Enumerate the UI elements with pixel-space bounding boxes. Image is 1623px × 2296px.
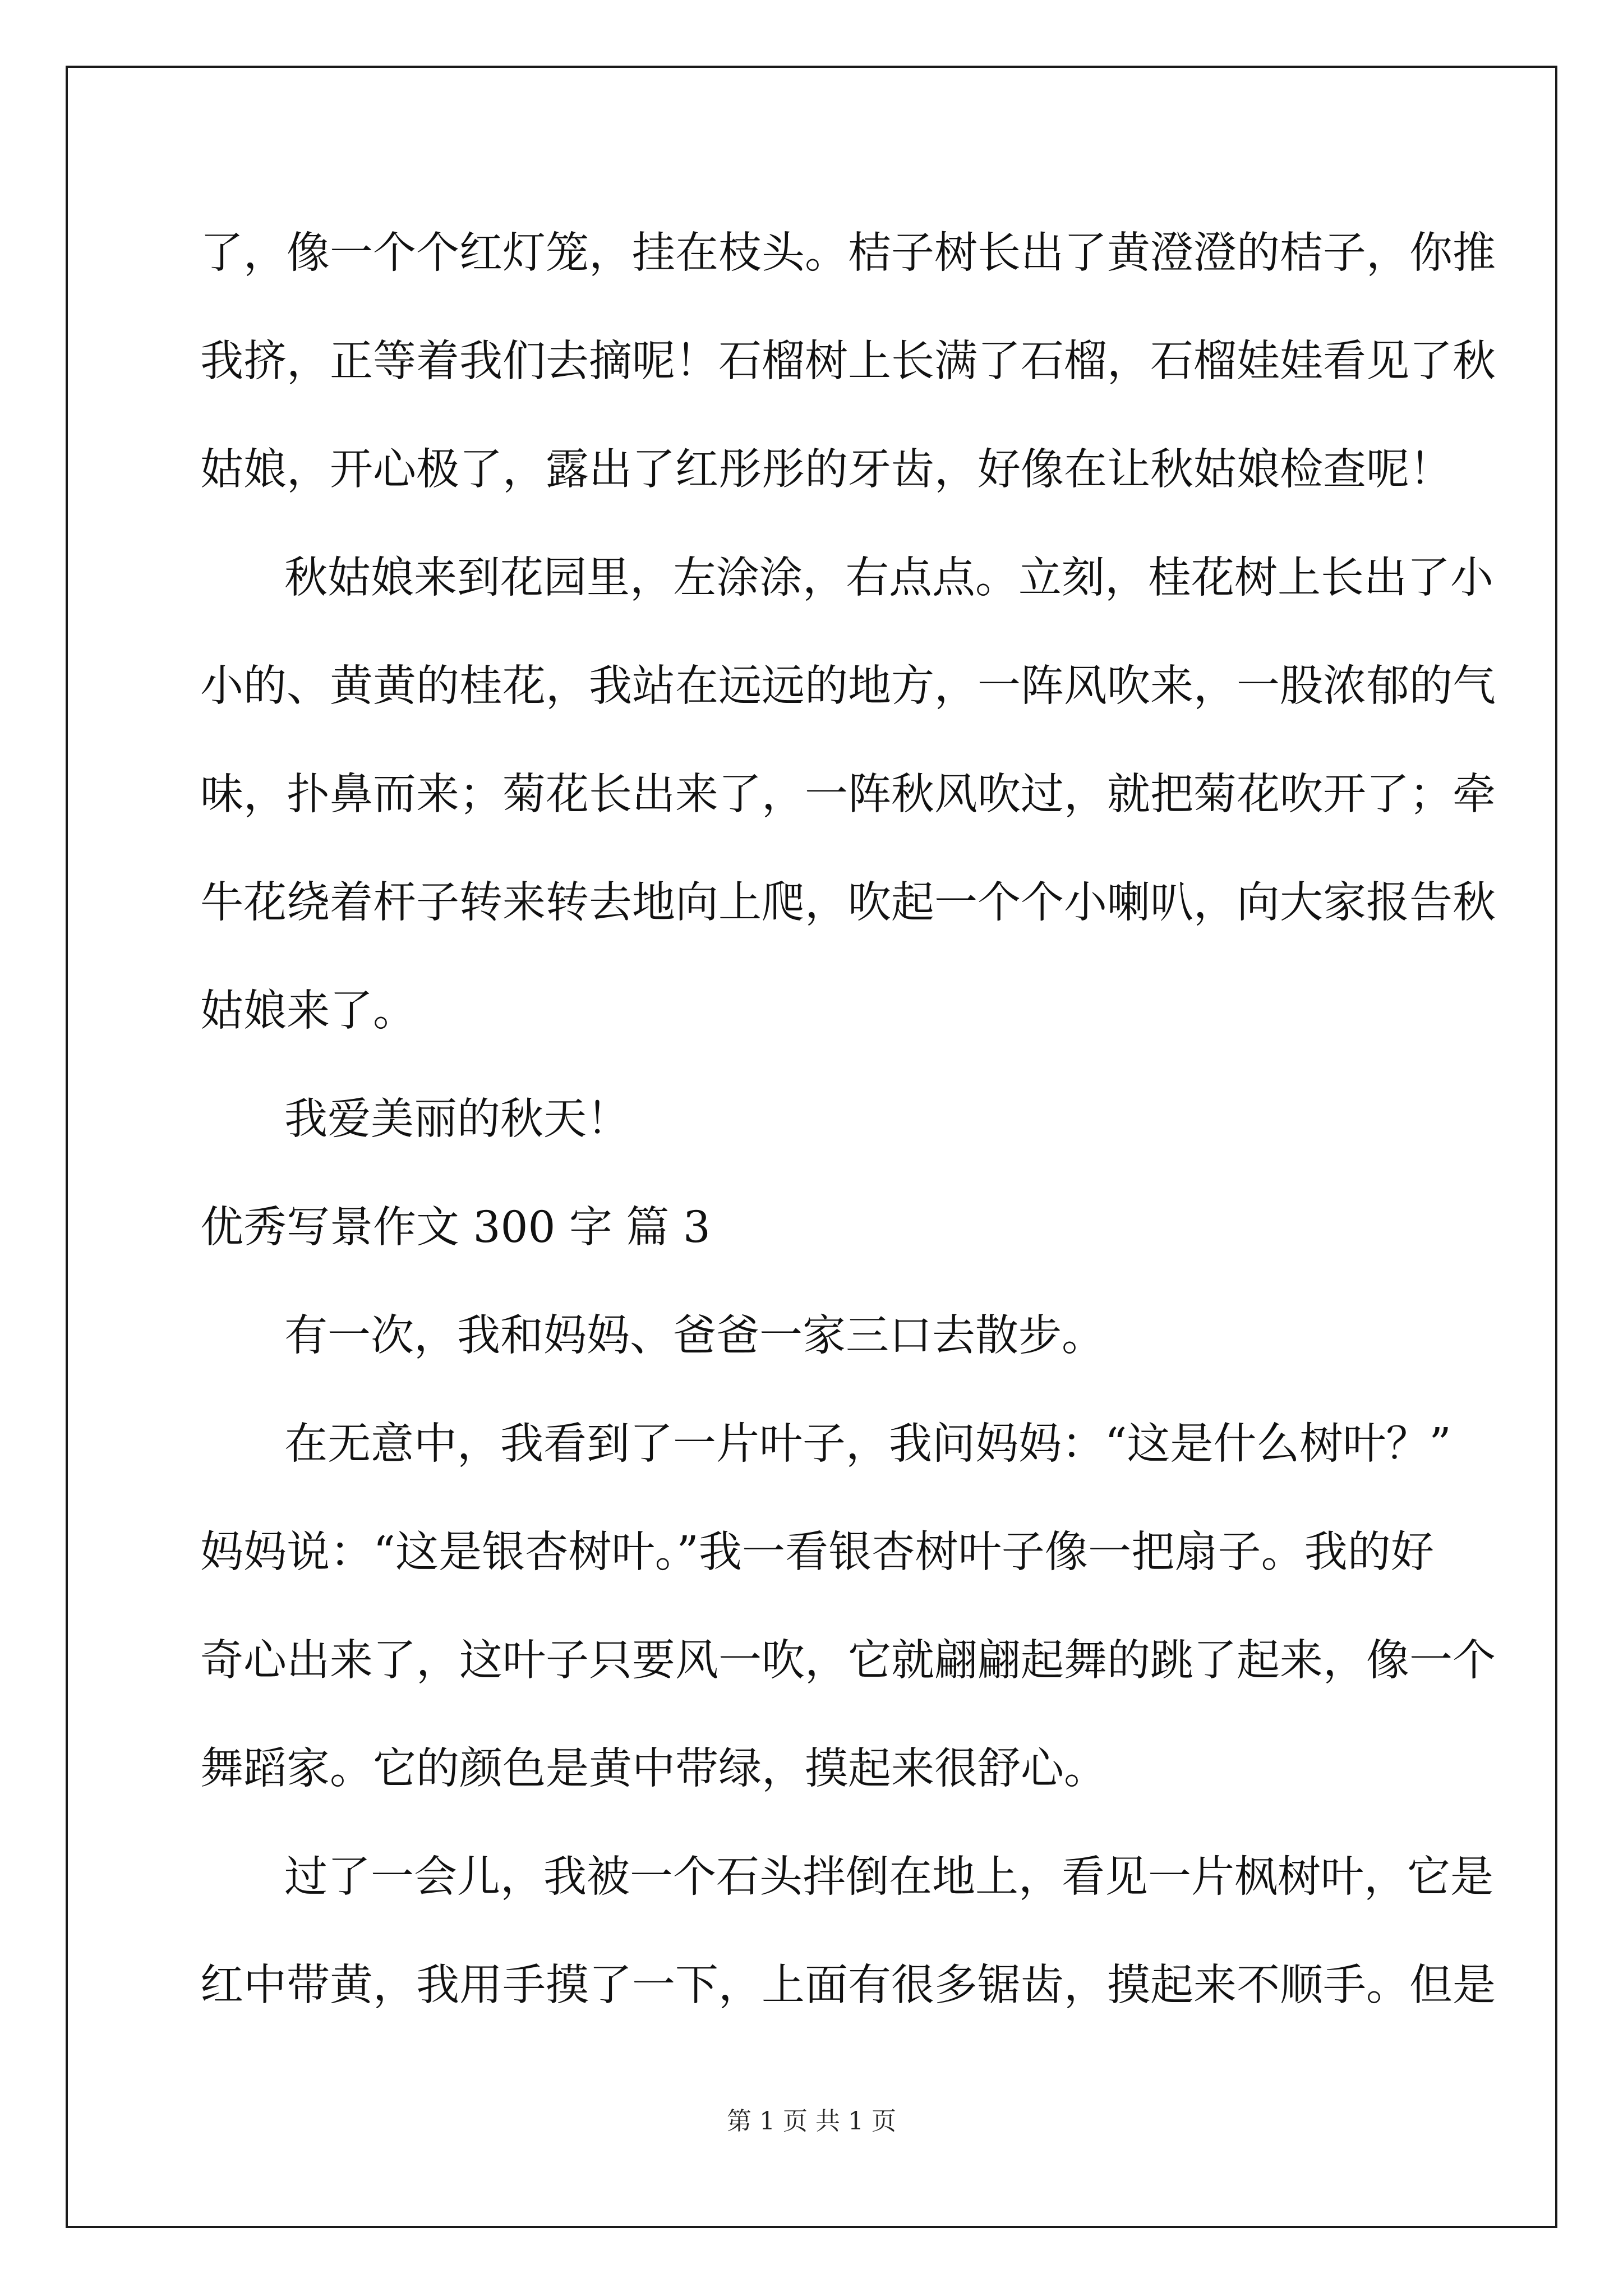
text-line: 牛花绕着杆子转来转去地向上爬，吹起一个个小喇叭，向大家报告秋 <box>200 878 1496 928</box>
text-line: 红中带黄，我用手摸了一下，上面有很多锯齿，摸起来不顺手。但是 <box>200 1961 1496 2010</box>
page-number: 第 1 页 共 1 页 <box>727 2107 896 2136</box>
text-line: 舞蹈家。它的颜色是黄中带绿，摸起来很舒心。 <box>200 1744 1107 1794</box>
paragraph-start-line: 过了一会儿，我被一个石头拌倒在地上，看见一片枫树叶，它是 <box>284 1852 1493 1902</box>
text-line: 姑娘，开心极了，露出了红彤彤的牙齿，好像在让秋姑娘检查呢！ <box>200 445 1453 495</box>
document-body <box>200 199 1496 2040</box>
text-line: 小的、黄黄的桂花，我站在远远的地方，一阵风吹来，一股浓郁的气 <box>200 661 1496 711</box>
text-line: 妈妈说：“这是银杏树叶。”我一看银杏树叶子像一把扇子。我的好 <box>200 1527 1434 1577</box>
text-line: 我挤，正等着我们去摘呢！石榴树上长满了石榴，石榴娃娃看见了秋 <box>200 337 1496 386</box>
text-line: 了，像一个个红灯笼，挂在枝头。桔子树长出了黄澄澄的桔子，你推 <box>200 228 1496 278</box>
paragraph-start-line: 我爱美丽的秋天！ <box>284 1094 630 1144</box>
paragraph-start-line: 在无意中，我看到了一片叶子，我问妈妈：“这是什么树叶？” <box>284 1419 1451 1469</box>
section-heading: 优秀写景作文 300 字 篇 3 <box>200 1203 711 1253</box>
paragraph-start-line: 有一次，我和妈妈、爸爸一家三口去散步。 <box>284 1311 1105 1361</box>
text-line: 姑娘来了。 <box>200 986 416 1036</box>
text-line: 味，扑鼻而来；菊花长出来了，一阵秋风吹过，就把菊花吹开了；牵 <box>200 770 1496 820</box>
paragraph-start-line: 秋姑娘来到花园里，左涂涂，右点点。立刻，桂花树上长出了小 <box>284 553 1493 603</box>
text-line: 奇心出来了，这叶子只要风一吹，它就翩翩起舞的跳了起来，像一个 <box>200 1636 1496 1686</box>
